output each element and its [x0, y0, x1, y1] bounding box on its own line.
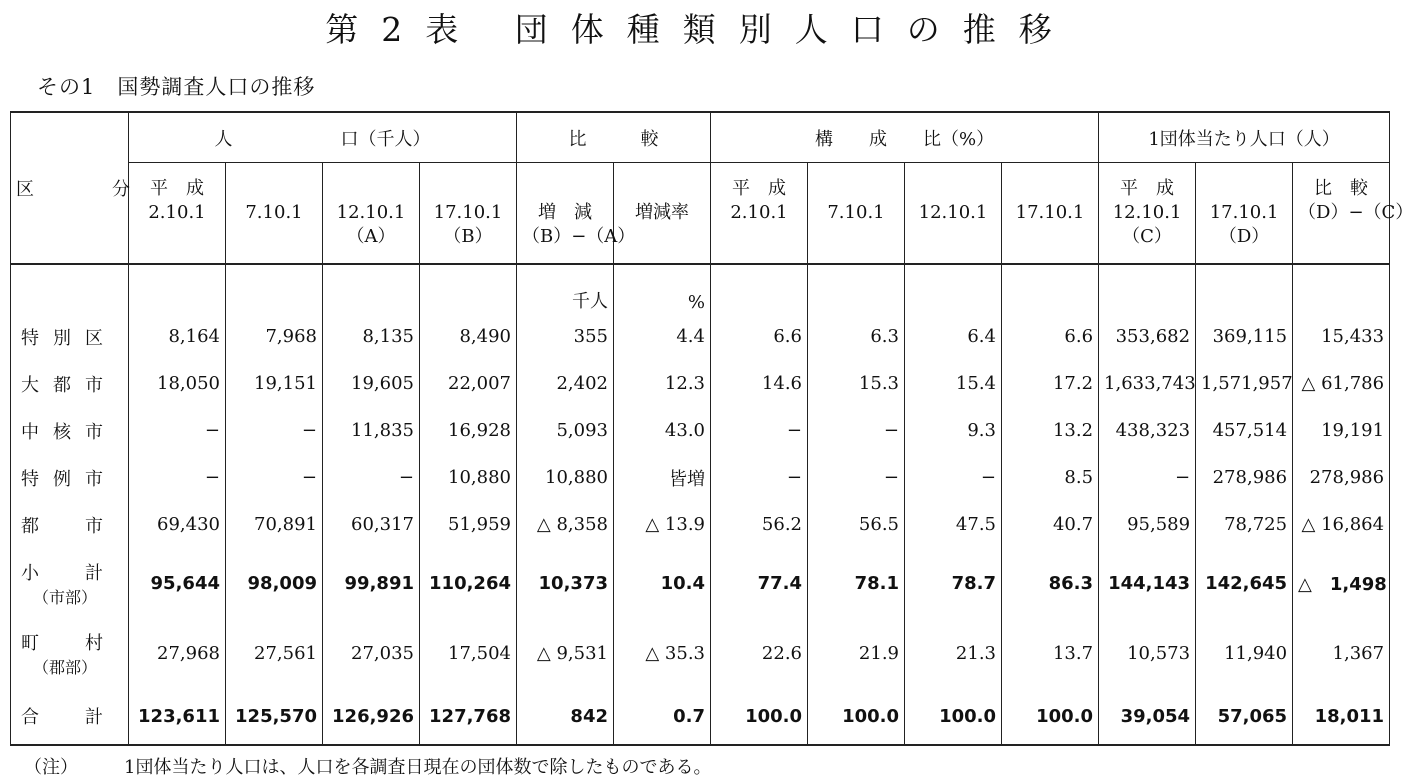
table-cell: 1,633,743 — [1099, 360, 1196, 407]
table-cell: − — [1099, 454, 1196, 501]
table-cell: 6.3 — [808, 313, 905, 360]
table-cell: 98,009 — [226, 548, 323, 618]
column-header: 平 成 2.10.1 — [129, 163, 226, 265]
table-row — [11, 501, 1390, 548]
table-cell: − — [808, 407, 905, 454]
row-sublabel: （郡部） — [33, 657, 98, 677]
table-cell: 95,644 — [129, 548, 226, 618]
table-cell: 1,367 — [1293, 618, 1390, 688]
column-header: 増 減 （B）−（A） — [517, 163, 614, 265]
table-cell: △ 61,786 — [1293, 360, 1390, 407]
table-cell: 9.3 — [905, 407, 1002, 454]
column-header: 増減率 — [614, 163, 711, 265]
table-body — [11, 313, 1390, 745]
table-cell: 142,645 — [1196, 548, 1293, 618]
table-cell: − — [905, 454, 1002, 501]
group-header-per-entity: 1団体当たり人口（人） — [1099, 112, 1390, 163]
table-cell: 78,725 — [1196, 501, 1293, 548]
table-cell: 40.7 — [1002, 501, 1099, 548]
table-cell: − — [323, 454, 420, 501]
table-cell: 457,514 — [1196, 407, 1293, 454]
table-cell: △ 16,864 — [1293, 501, 1390, 548]
row-label: 都 市 — [11, 501, 129, 548]
table-cell: 278,986 — [1196, 454, 1293, 501]
row-label: 町 村 （郡部） — [11, 618, 129, 688]
table-cell: 60,317 — [323, 501, 420, 548]
table-cell: − — [129, 407, 226, 454]
table-cell: 22.6 — [711, 618, 808, 688]
table-cell: 56.2 — [711, 501, 808, 548]
table-cell: 123,611 — [129, 688, 226, 745]
population-table — [10, 111, 1413, 746]
table-cell: 278,986 — [1293, 454, 1390, 501]
table-cell: 369,115 — [1196, 313, 1293, 360]
table-cell: − — [808, 454, 905, 501]
header-column-row — [11, 163, 1390, 265]
table-cell: 70,891 — [226, 501, 323, 548]
table-cell: 842 — [517, 688, 614, 745]
column-header: 7.10.1 — [226, 163, 323, 265]
units-row — [11, 264, 1390, 313]
row-label: 小 計 （市部） — [11, 548, 129, 618]
row-label: 中核市 — [11, 407, 129, 454]
footnote — [24, 753, 711, 779]
column-header: 平 成 12.10.1 （C） — [1099, 163, 1196, 265]
table-row — [11, 313, 1390, 360]
header-group-row — [11, 112, 1390, 163]
table-cell: 78.1 — [808, 548, 905, 618]
table-cell: △ 35.3 — [614, 618, 711, 688]
table-cell: 99,891 — [323, 548, 420, 618]
table-cell: 18,011 — [1293, 688, 1390, 745]
row-label: 合 計 — [11, 688, 129, 745]
table-cell: 86.3 — [1002, 548, 1099, 618]
row-label: 大都市 — [11, 360, 129, 407]
table-cell: 10,373 — [517, 548, 614, 618]
table-cell: 144,143 — [1099, 548, 1196, 618]
table-cell: 438,323 — [1099, 407, 1196, 454]
table-cell: 12.3 — [614, 360, 711, 407]
table-cell: − — [129, 454, 226, 501]
page-title: 第2表 団体種類別人口の推移 — [325, 10, 1075, 49]
table-cell: 19,151 — [226, 360, 323, 407]
table-cell: 6.4 — [905, 313, 1002, 360]
table-cell: 57,065 — [1196, 688, 1293, 745]
table-cell: 皆増 — [614, 454, 711, 501]
table-row — [11, 548, 1390, 618]
column-header: 比 較 （D）−（C） — [1293, 163, 1390, 265]
table-cell: 77.4 — [711, 548, 808, 618]
row-sublabel: （市部） — [33, 587, 98, 607]
table-subtitle: その1 国勢調査人口の推移 — [37, 75, 316, 99]
table-cell: 7,968 — [226, 313, 323, 360]
table-cell: 8,490 — [420, 313, 517, 360]
table-cell: 15,433 — [1293, 313, 1390, 360]
table-cell: 15.4 — [905, 360, 1002, 407]
table-cell: 10.4 — [614, 548, 711, 618]
table-cell: 100.0 — [905, 688, 1002, 745]
column-header: 17.10.1 — [1002, 163, 1099, 265]
row-label: 特例市 — [11, 454, 129, 501]
table-cell: 8,135 — [323, 313, 420, 360]
table-cell: 8,164 — [129, 313, 226, 360]
table-cell: 1,571,957 — [1196, 360, 1293, 407]
table-cell: 21.3 — [905, 618, 1002, 688]
table-cell: 355 — [517, 313, 614, 360]
table-cell: 110,264 — [420, 548, 517, 618]
table-cell: 13.2 — [1002, 407, 1099, 454]
table-cell: 21.9 — [808, 618, 905, 688]
unit-change: 千人 — [517, 264, 614, 313]
column-header: 平 成 2.10.1 — [711, 163, 808, 265]
table-cell: 0.7 — [614, 688, 711, 745]
unit-rate: % — [614, 264, 711, 313]
table-cell: 39,054 — [1099, 688, 1196, 745]
column-header: 7.10.1 — [808, 163, 905, 265]
table-cell: 69,430 — [129, 501, 226, 548]
table-cell: 51,959 — [420, 501, 517, 548]
table-cell: 127,768 — [420, 688, 517, 745]
group-header-comparison: 比 較 — [517, 112, 711, 163]
table-cell: − — [226, 454, 323, 501]
table-cell: 4.4 — [614, 313, 711, 360]
table-cell: △ 8,358 — [517, 501, 614, 548]
table-cell: 27,968 — [129, 618, 226, 688]
table-cell: △ 13.9 — [614, 501, 711, 548]
category-header: 区 分 — [11, 112, 129, 264]
table-cell: − — [711, 407, 808, 454]
column-header: 17.10.1 （D） — [1196, 163, 1293, 265]
table-cell: 13.7 — [1002, 618, 1099, 688]
table-cell: 19,605 — [323, 360, 420, 407]
table-row — [11, 407, 1390, 454]
column-header: 12.10.1 — [905, 163, 1002, 265]
table-row — [11, 360, 1390, 407]
footnote-label: （注） — [24, 757, 78, 778]
table-cell: − — [226, 407, 323, 454]
table-cell: 17,504 — [420, 618, 517, 688]
table-cell: 95,589 — [1099, 501, 1196, 548]
row-label: 特別区 — [11, 313, 129, 360]
table-cell: 6.6 — [1002, 313, 1099, 360]
table-cell: 56.5 — [808, 501, 905, 548]
table-cell: 16,928 — [420, 407, 517, 454]
table-cell: 353,682 — [1099, 313, 1196, 360]
table-cell: 126,926 — [323, 688, 420, 745]
table-cell: 47.5 — [905, 501, 1002, 548]
table-cell: △ 9,531 — [517, 618, 614, 688]
table-cell: 100.0 — [808, 688, 905, 745]
group-header-population: 人 口（千人） — [129, 112, 517, 163]
table-cell: 125,570 — [226, 688, 323, 745]
table-cell: 15.3 — [808, 360, 905, 407]
table-cell: 19,191 — [1293, 407, 1390, 454]
table-cell: 78.7 — [905, 548, 1002, 618]
table-cell: 18,050 — [129, 360, 226, 407]
table-row — [11, 618, 1390, 688]
table-cell: 10,880 — [420, 454, 517, 501]
table-cell: 6.6 — [711, 313, 808, 360]
table-cell: 2,402 — [517, 360, 614, 407]
table-cell: 100.0 — [711, 688, 808, 745]
table-cell: 17.2 — [1002, 360, 1099, 407]
table-cell: 27,561 — [226, 618, 323, 688]
column-header: 17.10.1 （B） — [420, 163, 517, 265]
table-cell: − — [711, 454, 808, 501]
table-cell: 14.6 — [711, 360, 808, 407]
table-cell: △ 1,498 — [1293, 548, 1390, 618]
group-header-composition: 構 成 比（%） — [711, 112, 1099, 163]
footnote-text: 1団体当たり人口は、人口を各調査日現在の団体数で除したものである。 — [124, 757, 712, 778]
table-cell: 5,093 — [517, 407, 614, 454]
table-cell: 22,007 — [420, 360, 517, 407]
table-cell: 100.0 — [1002, 688, 1099, 745]
table-cell: 10,573 — [1099, 618, 1196, 688]
table-row — [11, 688, 1390, 745]
table-cell: 10,880 — [517, 454, 614, 501]
table-cell: 11,835 — [323, 407, 420, 454]
table-row — [11, 454, 1390, 501]
table-cell: 27,035 — [323, 618, 420, 688]
column-header: 12.10.1 （A） — [323, 163, 420, 265]
table-cell: 8.5 — [1002, 454, 1099, 501]
table-cell: 43.0 — [614, 407, 711, 454]
table-cell: 11,940 — [1196, 618, 1293, 688]
